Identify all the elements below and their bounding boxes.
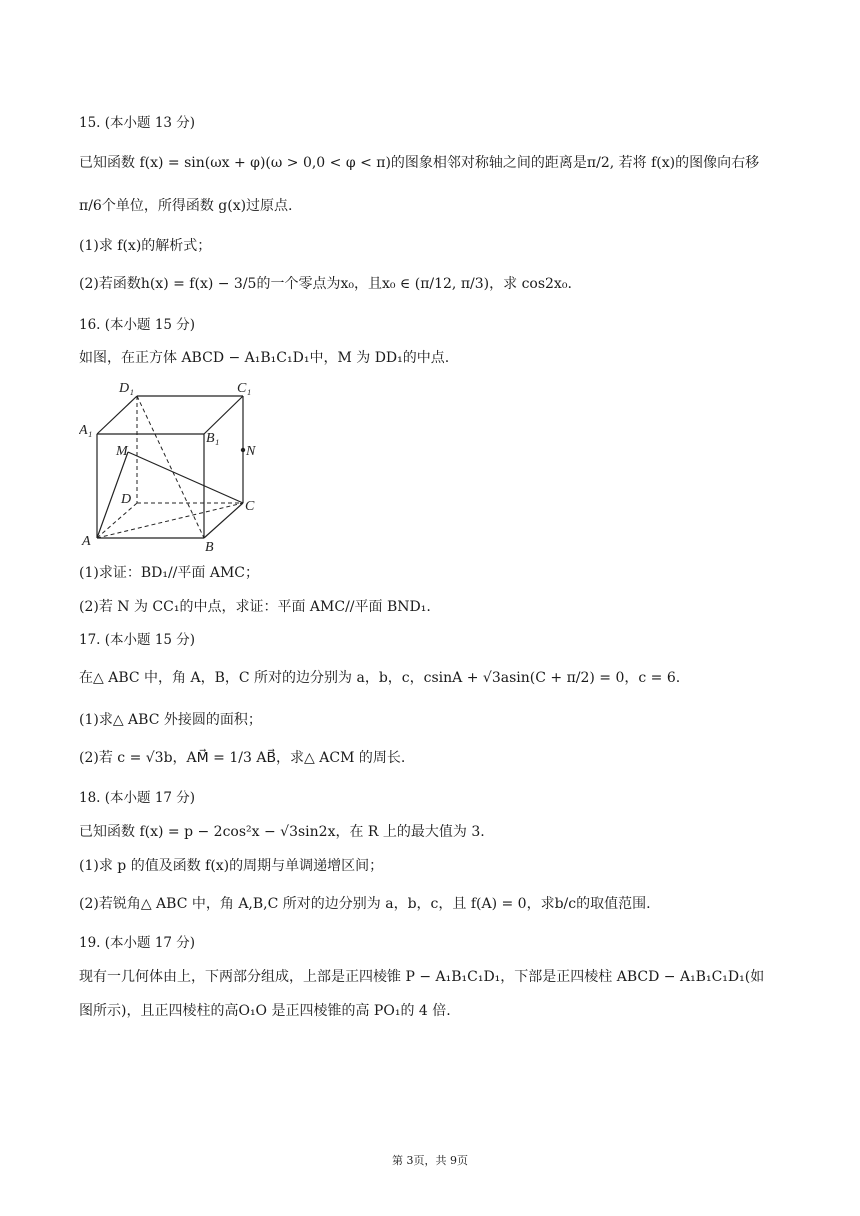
label-a: A <box>82 534 91 549</box>
label-d: D <box>121 492 132 507</box>
question-18-stem: 已知函数 f(x) = p − 2cos²x − √3sin2x，在 R 上的最大值为 3. <box>79 824 485 840</box>
point-n-dot <box>241 448 245 452</box>
question-15-header: 15. (本小题 13 分) <box>79 115 196 131</box>
question-15-stem-line1: 已知函数 f(x) = sin(ωx + φ)(ω > 0,0 < φ < π)的图象相邻对称轴之间的距离是π/2, 若将 f(x)的图像向右移 <box>79 155 760 171</box>
segment-d1-b-hidden <box>137 396 204 538</box>
question-16-header: 16. (本小题 15 分) <box>79 317 196 333</box>
edge-a1-d1 <box>97 396 137 434</box>
question-17-header: 17. (本小题 15 分) <box>79 632 196 648</box>
question-15-stem-line2: π/6个单位，所得函数 g(x)过原点. <box>79 198 293 214</box>
label-d1: D₁ <box>119 381 134 396</box>
question-15-part2: (2)若函数h(x) = f(x) − 3/5的一个零点为x₀，且x₀ ∈ (π/12, π/3)，求 cos2x₀. <box>79 276 572 292</box>
question-17-stem: 在△ ABC 中，角 A，B，C 所对的边分别为 a，b，c，csinA + √3asin(C + π/2) = 0，c = 6. <box>79 670 681 686</box>
edge-c1-b1 <box>204 396 243 434</box>
question-19-stem-line1: 现有一几何体由上，下两部分组成，上部是正四棱锥 P − A₁B₁C₁D₁，下部是正四棱柱 ABCD − A₁B₁C₁D₁(如 <box>79 969 765 985</box>
question-17-part1: (1)求△ ABC 外接圆的面积； <box>79 712 262 728</box>
question-19-stem-line2: 图所示)，且正四棱柱的高O₁O 是正四棱锥的高 PO₁的 4 倍. <box>79 1003 451 1019</box>
question-18-header: 18. (本小题 17 分) <box>79 790 196 806</box>
page-footer: 第 3页，共 9页 <box>392 1154 468 1167</box>
label-a1: A₁ <box>79 423 93 438</box>
segment-m-c <box>128 452 243 503</box>
label-m: M <box>116 444 128 459</box>
question-19-header: 19. (本小题 17 分) <box>79 935 196 951</box>
question-15-part1: (1)求 f(x)的解析式； <box>79 238 212 254</box>
label-c1: C₁ <box>237 381 252 396</box>
label-c: C <box>245 499 255 514</box>
edge-b-c <box>204 503 243 538</box>
question-16-stem: 如图，在正方体 ABCD − A₁B₁C₁D₁中，M 为 DD₁的中点. <box>79 350 450 366</box>
cube-figure <box>79 376 269 552</box>
question-17-part2: (2)若 c = √3b，AM⃗ = 1/3 AB⃗，求△ ACM 的周长. <box>79 750 406 766</box>
question-18-part2: (2)若锐角△ ABC 中，角 A,B,C 所对的边分别为 a，b，c，且 f(A) = 0，求b/c的取值范围. <box>79 896 651 912</box>
question-16-part1: (1)求证：BD₁//平面 AMC； <box>79 565 259 581</box>
label-b: B <box>205 540 214 552</box>
question-16-part2: (2)若 N 为 CC₁的中点，求证：平面 AMC//平面 BND₁. <box>79 599 431 615</box>
question-18-part1: (1)求 p 的值及函数 f(x)的周期与单调递增区间； <box>79 858 384 874</box>
segment-a-c-hidden <box>97 503 243 538</box>
label-b1: B₁ <box>206 431 220 446</box>
label-n: N <box>246 444 256 459</box>
